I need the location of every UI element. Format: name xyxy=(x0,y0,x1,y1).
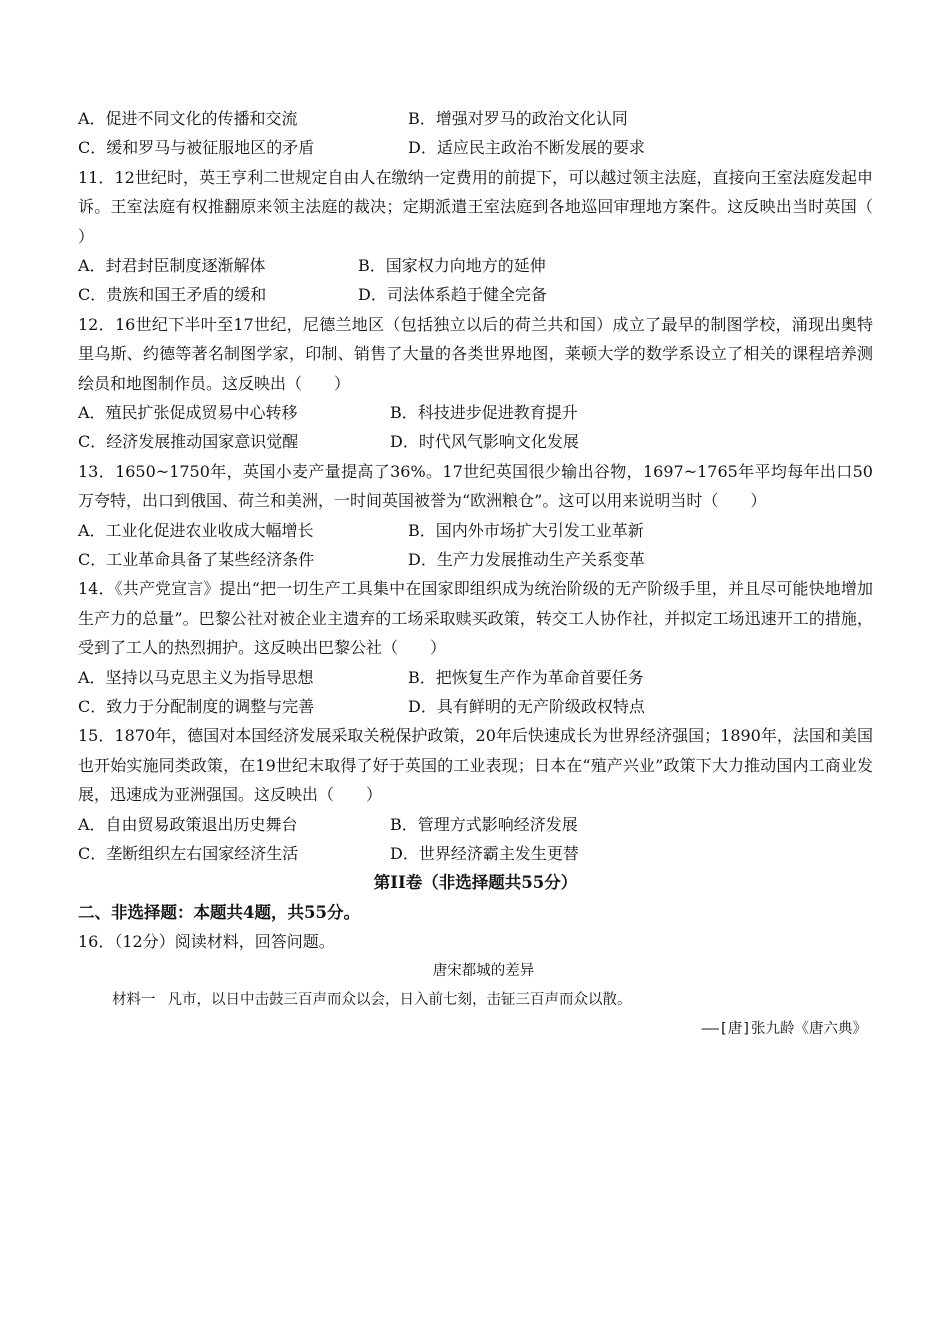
q13-stem: 13．1650~1750年，英国小麦产量提高了36%。17世纪英国很少输出谷物，1697~1765年平均每年出口50万夸特，出口到俄国、荷兰和美洲，一时间英国被誉为“欧洲粮仓”。这可以用来说明当时（ ） xyxy=(78,461,873,511)
q11-option-b[interactable]: B．国家权力向地方的延伸 xyxy=(358,256,546,275)
q16-material-title: 唐宋都城的差异 xyxy=(432,962,535,979)
q15-option-b[interactable]: B．管理方式影响经济发展 xyxy=(390,814,578,834)
q15-options-row-1 xyxy=(78,810,873,839)
q16-material-1-source: ——[唐]张九龄《唐六典》 xyxy=(701,1021,867,1038)
q14-stem: 14．《共产党宣言》提出“把一切生产工具集中在国家即组织成为统治阶级的无产阶级手里，并且尽可能快地增加生产力的总量”。巴黎公社对被企业主遗弃的工场采取赎买政策，转交工人协作社，并拟定工场迅速开工的措施，受到了工人的热烈拥护。这反映出巴黎公社（ ） xyxy=(78,579,873,658)
q10-options-row-2 xyxy=(78,133,873,162)
q12-option-c[interactable]: C．经济发展推动国家意识觉醒 xyxy=(78,432,299,452)
q10-option-a[interactable]: A．促进不同文化的传播和交流 xyxy=(78,109,298,128)
q14-option-b[interactable]: B．把恢复生产作为革命首要任务 xyxy=(408,667,644,687)
q15-option-c[interactable]: C．垄断组织左右国家经济生活 xyxy=(78,843,299,863)
q14-option-d[interactable]: D．具有鲜明的无产阶级政权特点 xyxy=(408,696,645,716)
q14-options-row-2 xyxy=(78,692,873,721)
q11-option-a[interactable]: A．封君封臣制度逐渐解体 xyxy=(78,256,266,275)
q10-option-b[interactable]: B．增强对罗马的政治文化认同 xyxy=(408,109,628,128)
q11-options-row-1 xyxy=(78,251,873,280)
q12-option-b[interactable]: B．科技进步促进教育提升 xyxy=(390,403,578,422)
q16-stem: 16．（12分）阅读材料，回答问题。 xyxy=(78,932,335,952)
q13-options-row-1 xyxy=(78,516,873,545)
q12-option-d[interactable]: D．时代风气影响文化发展 xyxy=(390,432,579,452)
q10-option-c[interactable]: C．缓和罗马与被征服地区的矛盾 xyxy=(78,138,315,158)
q12-options-row-1 xyxy=(78,398,873,427)
section-2-title: 第II卷（非选择题共55分） xyxy=(373,873,578,893)
q14-option-a[interactable]: A．坚持以马克思主义为指导思想 xyxy=(78,667,314,687)
q14-option-c[interactable]: C．致力于分配制度的调整与完善 xyxy=(78,696,315,716)
q11-option-d[interactable]: D．司法体系趋于健全完备 xyxy=(358,285,547,305)
q12-option-a[interactable]: A．殖民扩张促成贸易中心转移 xyxy=(78,403,298,422)
q10-options-row-1 xyxy=(78,104,873,133)
q13-options-row-2 xyxy=(78,545,873,574)
q13-option-c[interactable]: C．工业革命具备了某些经济条件 xyxy=(78,549,315,569)
q10-option-d[interactable]: D．适应民主政治不断发展的要求 xyxy=(408,138,645,158)
q11-option-c[interactable]: C．贵族和国王矛盾的缓和 xyxy=(78,285,267,305)
q15-stem: 15．1870年，德国对本国经济发展采取关税保护政策，20年后快速成长为世界经济强国；1890年，法国和美国也开始实施同类政策，在19世纪末取得了好于英国的工业表现；日本在“殖产兴业”政策下大力推动国内工商业发展，迅速成为亚洲强国。这反映出（ ） xyxy=(78,726,873,805)
q15-option-a[interactable]: A．自由贸易政策退出历史舞台 xyxy=(78,814,298,834)
part-2-heading: 二、非选择题：本题共4题，共55分。 xyxy=(78,902,360,922)
q11-options-row-2 xyxy=(78,280,873,309)
q15-option-d[interactable]: D．世界经济霸主发生更替 xyxy=(390,843,579,863)
q12-stem: 12．16世纪下半叶至17世纪，尼德兰地区（包括独立以后的荷兰共和国）成立了最早的制图学校，涌现出奥特里乌斯、约德等著名制图学家，印制、销售了大量的各类世界地图，莱顿大学的数学系设立了相关的课程培养测绘员和地图制作员。这反映出（ ） xyxy=(78,314,873,393)
exam-page xyxy=(78,104,906,1045)
q12-options-row-2 xyxy=(78,427,873,456)
q13-option-a[interactable]: A．工业化促进农业收成大幅增长 xyxy=(78,520,314,540)
q15-options-row-2 xyxy=(78,839,873,868)
q16-material-1 xyxy=(78,986,873,1015)
q16-material-1-text: 凡市，以日中击鼓三百声而众以会，日入前七刻，击钲三百声而众以散。 xyxy=(167,991,632,1008)
q14-options-row-1 xyxy=(78,663,873,692)
q13-option-d[interactable]: D．生产力发展推动生产关系变革 xyxy=(408,549,645,569)
q16-material-1-label: 材料一 xyxy=(112,991,156,1008)
q13-option-b[interactable]: B．国内外市场扩大引发工业革新 xyxy=(408,520,644,540)
q11-stem: 11．12世纪时，英王亨利二世规定自由人在缴纳一定费用的前提下，可以越过领主法庭，直接向王室法庭发起申诉。王室法庭有权推翻原来领主法庭的裁决；定期派遣王室法庭到各地巡回审理地方案件。这反映出当时英国（ ） xyxy=(78,167,906,246)
